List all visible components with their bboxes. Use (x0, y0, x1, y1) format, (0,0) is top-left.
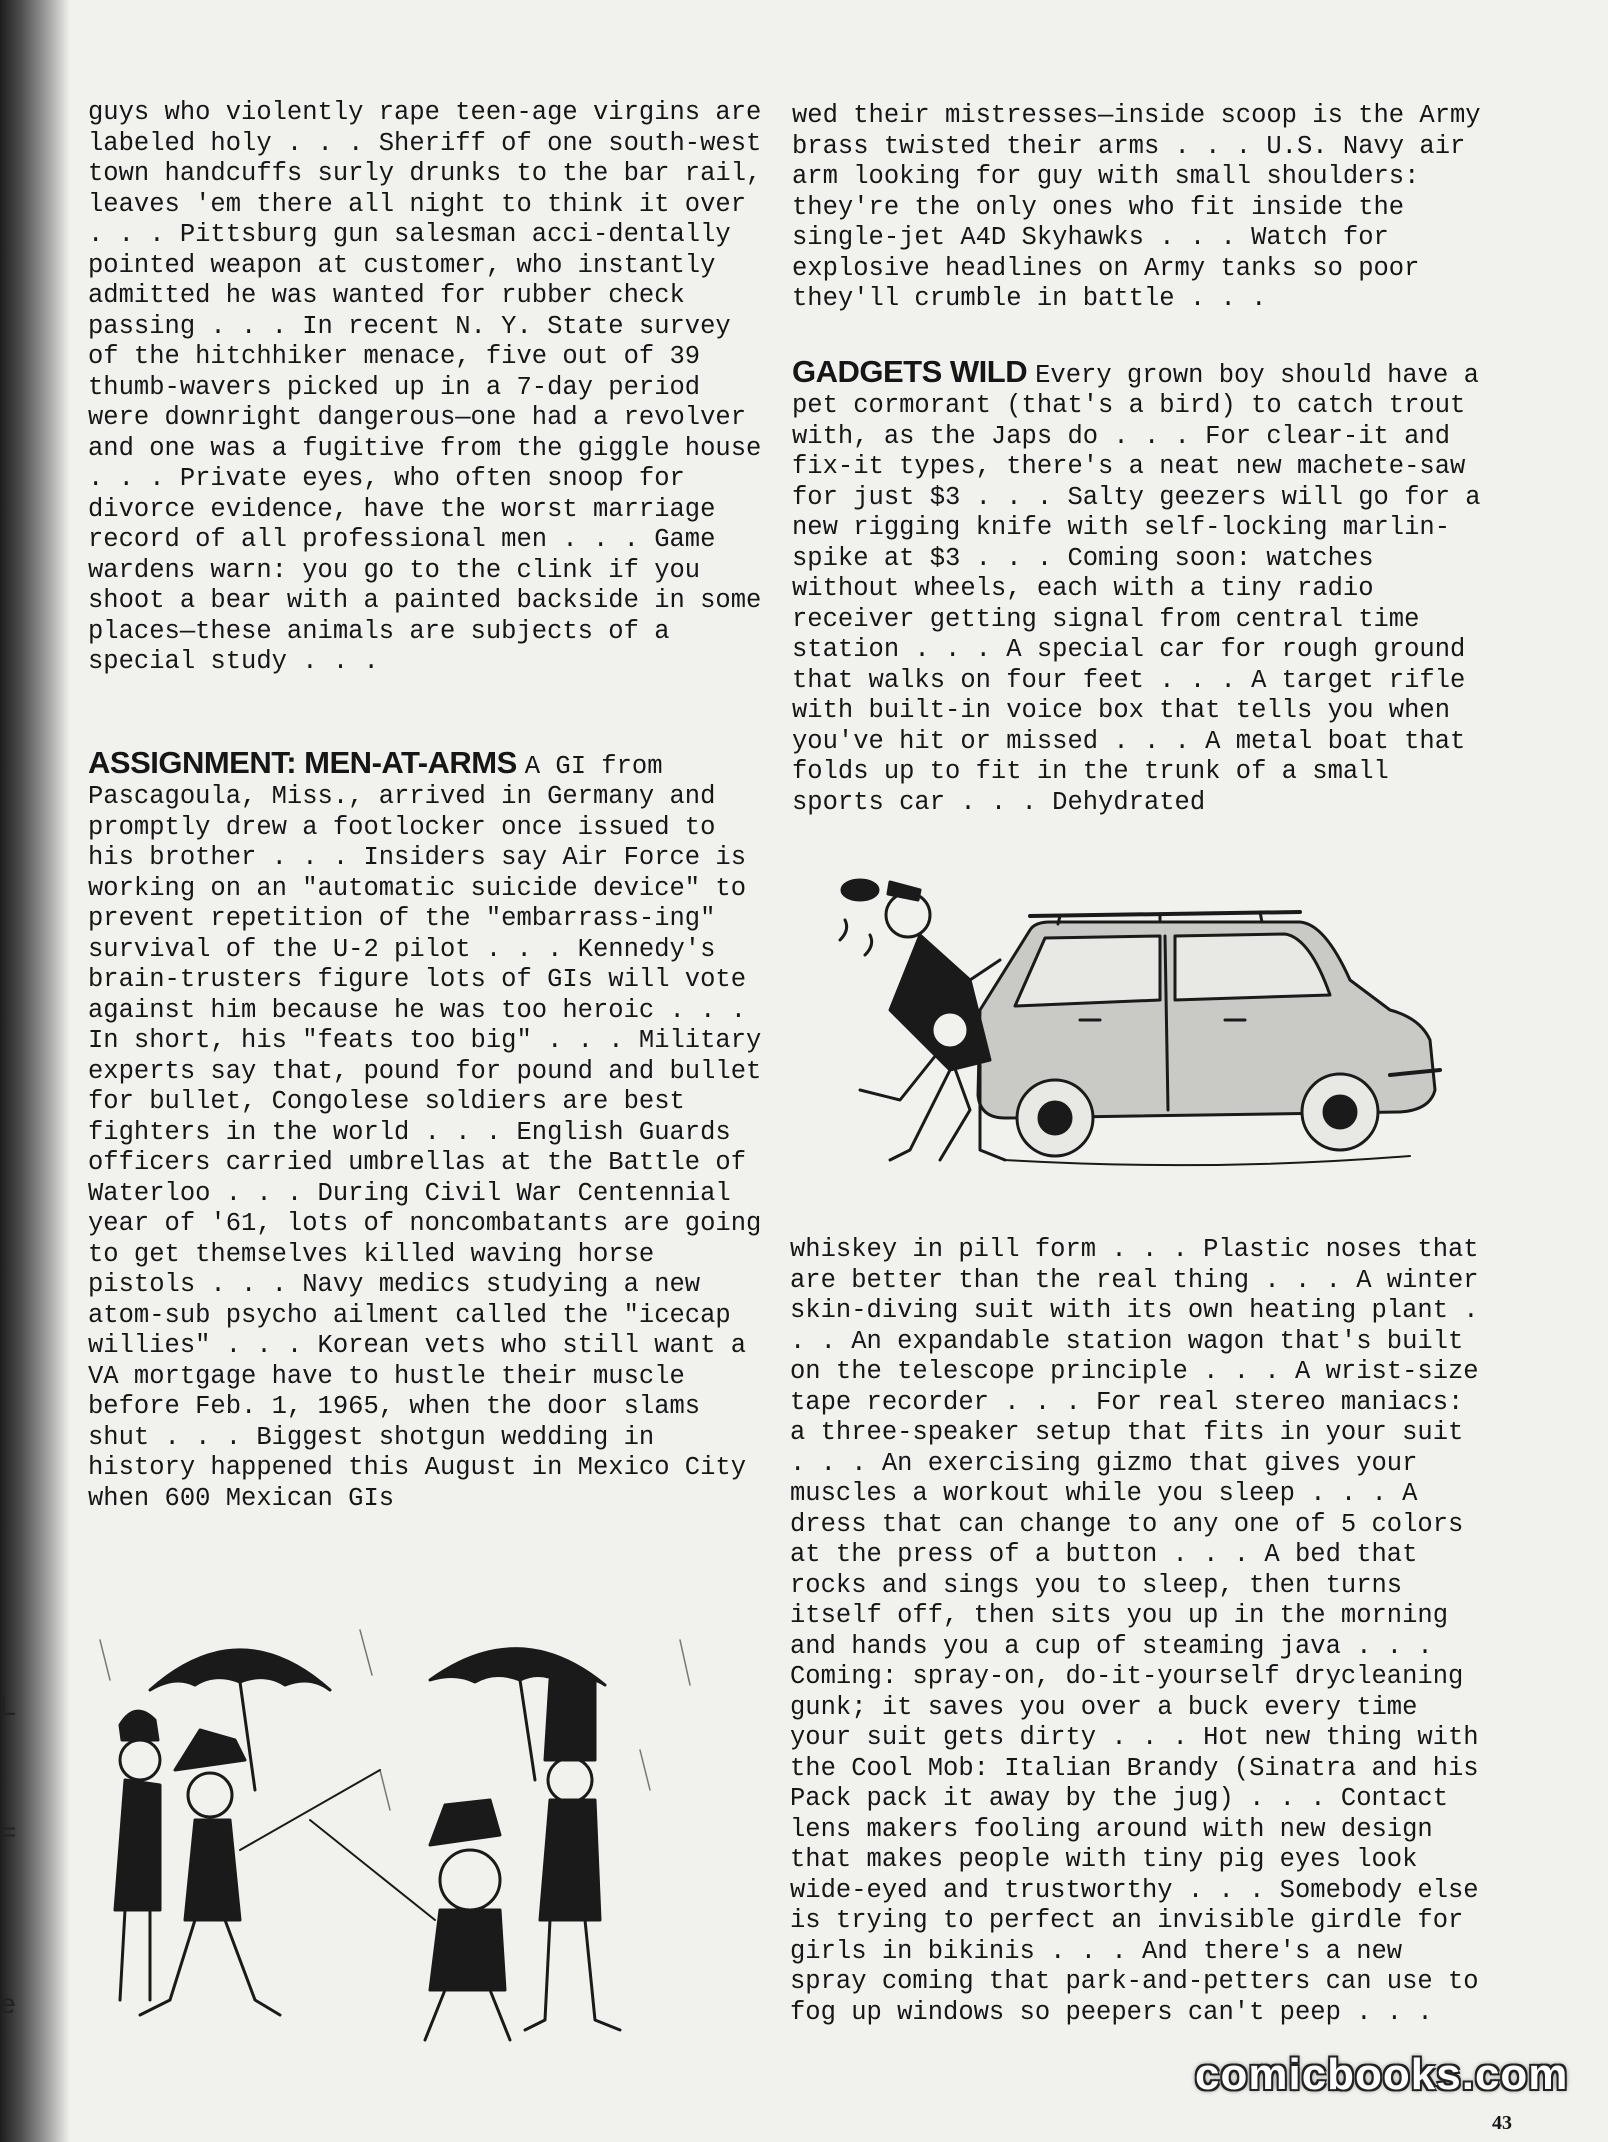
car-cartoon-illustration (830, 860, 1470, 1205)
watermark: comicbooks.com (1195, 2050, 1569, 2099)
section-men-at-arms (88, 744, 768, 1515)
article-paragraph: Every grown boy should have a pet cormorant (that's a bird) to catch trout with, as the Japs do . . . For clear-it and fix-it types, there's a neat new machete-saw for just $3 . . . Salty geezers will go for a new rigging knife with self-locking marlin-spike at $3 . . . Coming soon: watches without wheels, each with a tiny radio receiver getting signal from central time station . . . A special car for rough ground that walks on four feet . . . A target rifle with built-in voice box that tells you when you've hit or missed . . . A metal boat that folds up to fit in the trunk of a small sports car . . . Dehydrated (792, 360, 1481, 817)
section-heading: ASSIGNMENT: MEN-AT-ARMS (88, 744, 517, 780)
margin-mark: e (0, 1988, 16, 2019)
page-number: 43 (1492, 2112, 1512, 2134)
waterloo-soldiers-umbrellas-illustration (80, 1620, 730, 2060)
margin-mark: L (0, 1690, 16, 1721)
right-column-bottom (790, 1235, 1480, 2028)
section-gadgets-wild (792, 353, 1482, 819)
section-heading: GADGETS WILD (792, 353, 1028, 389)
article-paragraph: A GI from Pascagoula, Miss., arrived in Germany and promptly drew a footlocker once issued to his brother . . . Insiders say Air Force is working on an "automatic suicide device" to prevent repetition of the "embarrass-ing" survival of the U-2 pilot . . . Kennedy's brain-trusters figure lots of GIs will vote against him because he was too heroic . . . In short, his "feats too big" . . . Military experts say that, pound for pound and bullet for bullet, Congolese soldiers are best fighters in the world . . . English Guards officers carried umbrellas at the Battle of Waterloo . . . During Civil War Centennial year of '61, lots of noncombatants are going to get themselves killed waving horse pistols . . . Navy medics studying a new atom-sub psycho ailment called the "icecap willies" . . . Korean vets who still want a VA mortgage have to hustle their muscle before Feb. 1, 1965, when the door slams shut . . . Biggest shotgun wedding in history happened this August in Mexico City when 600 Mexican GIs (88, 751, 762, 1513)
article-paragraph: guys who violently rape teen-age virgins are labeled holy . . . Sheriff of one south-west town handcuffs surly drunks to the bar rail, leaves 'em there all night to think it over . . . Pittsburg gun salesman acci-dentally pointed weapon at customer, who instantly admitted he was wanted for rubber check passing . . . In recent N. Y. State survey of the hitchhiker menace, five out of 39 thumb-wavers picked up in a 7-day period were downright dangerous—one had a revolver and one was a fugitive from the giggle house . . . Private eyes, who often snoop for divorce evidence, have the worst marriage record of all professional men . . . Game wardens warn: you go to the clink if you shoot a bear with a painted backside in some places—these animals are subjects of a special study . . . (88, 98, 762, 676)
article-paragraph: wed their mistresses—inside scoop is the Army brass twisted their arms . . . U.S. Navy air arm looking for guy with small shoulders: they're the only ones who fit inside the single-jet A4D Skyhawks . . . Watch for explosive headlines on Army tanks so poor they'll crumble in battle . . . (792, 101, 1481, 313)
right-column-top (792, 101, 1482, 818)
article-paragraph: whiskey in pill form . . . Plastic noses that are better than the real thing . . . A winter skin-diving suit with its own heating plant . . . An expandable station wagon that's built on the telescope principle . . . A wrist-size tape recorder . . . For real stereo maniacs: a three-speaker setup that fits in your suit . . . An exercising gizmo that gives your muscles a workout while you sleep . . . A dress that can change to any one of 5 colors at the press of a button . . . A bed that rocks and sings you to sleep, then turns itself off, then sits you up in the morning and hands you a cup of steaming java . . . Coming: spray-on, do-it-yourself drycleaning gunk; it saves you over a buck every time your suit gets dirty . . . Hot new thing with the Cool Mob: Italian Brandy (Sinatra and his Pack pack it away by the jug) . . . Contact lens makers fooling around with new design that makes people with tiny pig eyes look wide-eyed and trustworthy . . . Somebody else is trying to perfect an invisible girdle for girls in bikinis . . . And there's a new spray coming that park-and-petters can use to fog up windows so peepers can't peep . . . (790, 1235, 1479, 2027)
left-column (88, 98, 768, 1514)
margin-mark: = (0, 1816, 17, 1847)
